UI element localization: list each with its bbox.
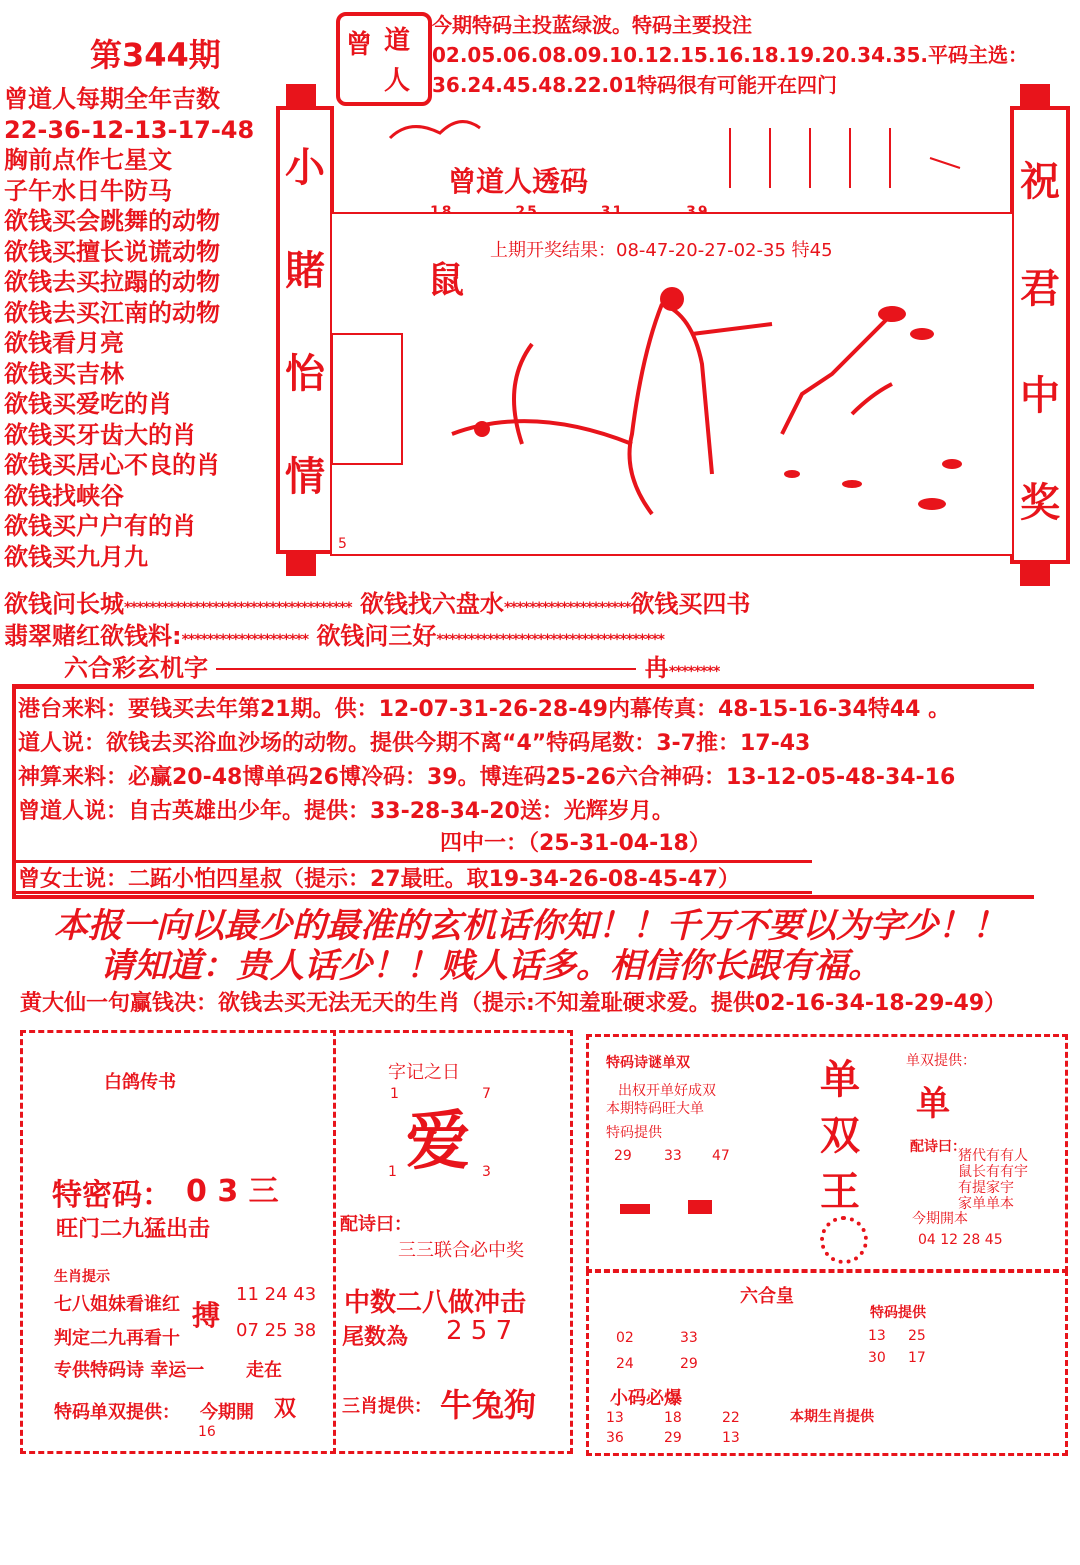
ben-label: 本期生肖提供 <box>790 1409 874 1425</box>
left-scroll <box>276 106 334 554</box>
box-line: 港台来料：要钱买去年第21期。供：12-07-31-26-28-49内幕传真：48-15-16-34特44 。 <box>18 697 951 722</box>
ai-char: 爱 <box>406 1105 470 1179</box>
wx-value: 牛兔狗 <box>440 1386 537 1424</box>
liuhe-title: 六合皇 <box>740 1286 794 1307</box>
list-item: 欲钱买户户有的肖 <box>4 512 196 540</box>
slogan-2: 请知道：贵人话少！！贱人话多。相信你长跟有福。 <box>100 946 882 986</box>
scroll-sketch <box>330 108 980 218</box>
scroll-char: 祝 <box>1020 159 1060 205</box>
grid-num: 02 <box>616 1330 634 1346</box>
list-item: 欲钱找峡谷 <box>4 481 124 510</box>
scroll-cap <box>1020 84 1050 106</box>
box-line: 神算来料：必赢20-48博单码26博冷码：39。博连码25-26六合神码：13-12-05-48-34-16 <box>18 765 956 790</box>
seal-char: 道 <box>384 26 411 56</box>
bo-char: 搏 <box>192 1299 221 1332</box>
grid-num: 24 <box>616 1356 634 1372</box>
hint-line: 特码单双提供： <box>54 1402 180 1423</box>
poem-label: 配诗曰： <box>340 1214 412 1235</box>
hint-line: 七八姐妹看谁红 <box>54 1294 180 1315</box>
riddle-line-2: 翡翠赌红欲钱料:******************** 欲钱问三好************************************ <box>4 622 664 650</box>
tm-num: 47 <box>712 1148 730 1164</box>
dan-right-label: 单双提供： <box>906 1053 976 1069</box>
list-item: 子午水日牛防马 <box>4 176 172 205</box>
hint-line: 专供特码诗 幸运一 <box>54 1360 205 1381</box>
issue-number: 第344期 <box>90 36 221 74</box>
list-item: 欲钱买牙齿大的肖 <box>4 420 196 449</box>
list-item: 欲钱买吉林 <box>4 359 124 388</box>
hint-line: 判定二九再看十 <box>54 1328 180 1349</box>
box-line: 曾道人说：自古英雄出少年。提供：33-28-34-20送：光辉岁月。 <box>18 799 674 824</box>
zi-num: 7 <box>482 1086 491 1102</box>
scroll-cap <box>286 84 316 106</box>
right-poem: 出权开单好成双 <box>618 1083 716 1099</box>
kai-nums: 04 12 28 45 <box>918 1232 1003 1248</box>
special-nums: 0 3 三 <box>186 1174 279 1209</box>
list-item: 欲钱买九月九 <box>4 542 148 571</box>
animal-icons <box>612 1192 742 1232</box>
right-scroll <box>1010 106 1070 564</box>
list-item: 欲钱去买拉蹋的动物 <box>4 268 220 296</box>
xiao-label: 小码必爆 <box>610 1388 682 1409</box>
zi-num: 1 <box>390 1086 399 1102</box>
seal-char: 人 <box>384 66 411 96</box>
hot-line: 旺门二九猛出击 <box>56 1217 211 1242</box>
huang-daxian: 黄大仙一句赢钱决：欲钱去买无法无天的生肖（提示:不知羞耻硬求爱。提供02-16-34-18-29-49） <box>20 991 1007 1016</box>
num-line: 11 24 43 <box>236 1284 317 1305</box>
kai-label: 今期開本 <box>912 1211 968 1227</box>
box-line: 曾女士说：二跖小怕四星叔（提示：27最旺。取19-34-26-08-45-47） <box>18 867 740 892</box>
shuang-value: 双 <box>274 1397 297 1422</box>
list-item: 欲钱看月亮 <box>4 329 124 357</box>
flower-icon <box>820 1216 868 1264</box>
right-poem: 本期特码旺大单 <box>606 1101 704 1117</box>
list-item: 22-36-12-13-17-48 <box>4 115 255 144</box>
zi-num: 3 <box>482 1164 491 1180</box>
panel-right-bottom <box>586 1270 1068 1456</box>
wx-label: 三肖提供： <box>342 1396 432 1417</box>
list-item: 欲钱买会跳舞的动物 <box>4 207 220 235</box>
list-item: 胸前点作七星文 <box>4 146 172 174</box>
grid-num: 25 <box>908 1328 926 1344</box>
shuang-label: 今期開 <box>200 1402 254 1423</box>
sanlian-text: 三三联合必中奖 <box>398 1240 524 1261</box>
tm-num: 29 <box>614 1148 632 1164</box>
scroll-cap <box>286 550 316 576</box>
riddle-line-1: 欲钱问长城************************************ 欲钱找六盘水********************欲钱买四书 <box>4 590 751 618</box>
xiao-num: 29 <box>664 1430 682 1446</box>
dan-right: 单 <box>916 1084 950 1124</box>
scroll-cap <box>1020 560 1050 586</box>
num-line: 07 25 38 <box>236 1320 317 1341</box>
tm-prov-label: 特码提供 <box>870 1305 926 1321</box>
list-item: 欲钱去买江南的动物 <box>4 298 220 327</box>
grid-num: 17 <box>908 1350 926 1366</box>
rat-char: 鼠 <box>428 260 465 301</box>
pei-lines: 猪代有有人 鼠长有有宇 有提家宇 家单单本 <box>958 1148 1028 1212</box>
picture-top <box>330 108 980 218</box>
grid-num: 13 <box>868 1328 886 1344</box>
special-label: 特密码： <box>52 1178 172 1213</box>
zi-num: 1 <box>388 1164 397 1180</box>
scroll-char: 賭 <box>285 248 325 294</box>
list-item: 欲钱买居心不良的肖 <box>4 451 220 479</box>
scroll-char: 小 <box>285 145 325 191</box>
list-item: 欲钱买擅长说谎动物 <box>4 237 220 266</box>
scroll-char: 情 <box>285 454 325 500</box>
scroll-char: 君 <box>1020 266 1060 312</box>
scroll-char: 中 <box>1020 373 1060 419</box>
picture-title: 曾道人透码 <box>448 165 589 198</box>
list-item: 曾道人每期全年吉数 <box>4 85 220 113</box>
tail-num: 16 <box>198 1424 216 1440</box>
grid-num: 29 <box>680 1356 698 1372</box>
weishu-label: 尾数為 <box>342 1325 409 1350</box>
scroll-char: 奖 <box>1020 480 1060 526</box>
left-riddle-list <box>4 84 276 572</box>
list-item: 欲钱买爱吃的肖 <box>4 390 172 418</box>
main-picture <box>330 212 1014 556</box>
zi-label: 字记之日 <box>388 1062 460 1083</box>
riddle-line-3: 六合彩玄机字 冉******** <box>64 654 720 682</box>
xiao-num: 13 <box>606 1410 624 1426</box>
slogan-1: 本报一向以最少的最准的玄机话你知！！千万不要以为字少！！ <box>54 906 1006 946</box>
last-result: 上期开奖结果：08-47-20-27-02-35 特45 <box>490 240 833 261</box>
xiao-num: 13 <box>722 1430 740 1446</box>
top-note: 今期特码主投蓝绿波。特码主要投注02.05.06.08.09.10.12.15.16.18.19.20.34.35.平码主选：36.24.45.48.22.01特码很有可能开在四门 <box>432 13 1029 97</box>
tm-num: 33 <box>664 1148 682 1164</box>
grid-num: 33 <box>680 1330 698 1346</box>
xiao-num: 36 <box>606 1430 624 1446</box>
zhongshu-text: 中数二八做冲击 <box>344 1288 527 1318</box>
xiao-num: 18 <box>664 1410 682 1426</box>
weishu-value: 2 5 7 <box>446 1316 513 1346</box>
zou-text: 走在 <box>246 1360 282 1381</box>
hint-line: 生肖提示 <box>54 1269 110 1285</box>
pigeon-title: 白鸽传书 <box>104 1072 176 1093</box>
xiao-num: 22 <box>722 1410 740 1426</box>
box-line: 四中一：（25-31-04-18） <box>440 831 711 856</box>
seal-logo <box>336 12 432 106</box>
danshuang-king: 单 双 王 <box>820 1057 860 1215</box>
right-head: 特码诗谜单双 <box>606 1055 690 1071</box>
box-line: 道人说：欲钱去买浴血沙场的动物。提供今期不离“4”特码尾数：3-7推：17-43 <box>18 731 811 756</box>
tm-label: 特码提供 <box>606 1125 662 1141</box>
sage-illustration <box>332 214 1012 554</box>
pei-label: 配诗曰： <box>910 1139 966 1155</box>
picture-corner: 5 <box>338 536 347 552</box>
seal-char: 曾 <box>346 30 373 60</box>
grid-num: 30 <box>868 1350 886 1366</box>
scroll-char: 怡 <box>285 351 325 397</box>
